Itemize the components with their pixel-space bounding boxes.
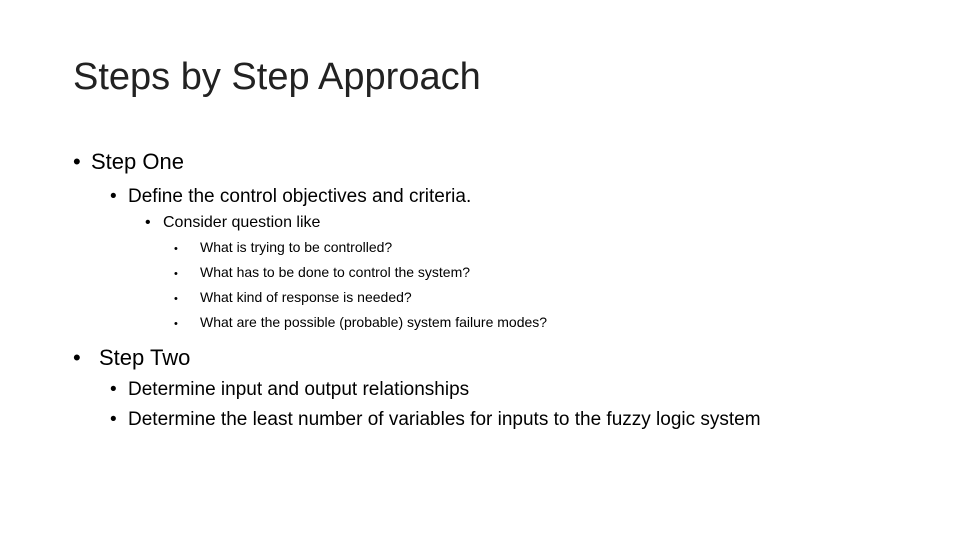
step-two-label: Step Two	[99, 345, 191, 370]
bullet-icon: •	[174, 243, 178, 255]
bullet-icon: •	[110, 409, 117, 430]
question-text: What kind of response is needed?	[200, 289, 412, 305]
consider-question-text: Consider question like	[163, 214, 321, 231]
bullet-icon: •	[174, 318, 178, 330]
bullet-step-one	[73, 149, 184, 175]
least-variables-text: Determine the least number of variables for inputs to the fuzzy logic system	[128, 409, 761, 430]
define-objectives-text: Define the control objectives and criteria.	[128, 186, 472, 207]
bullet-icon: •	[73, 149, 81, 174]
bullet-consider-question	[145, 214, 320, 232]
question-text: What are the possible (probable) system failure modes?	[200, 314, 548, 330]
bullet-icon: •	[145, 214, 151, 231]
input-output-text: Determine input and output relationships	[128, 379, 470, 400]
question-item	[174, 289, 412, 305]
bullet-step-two	[73, 345, 190, 371]
bullet-icon: •	[174, 293, 178, 305]
question-item	[174, 239, 392, 255]
question-item	[174, 314, 547, 330]
slide-title: Steps by Step Approach	[73, 56, 481, 98]
question-text: What is trying to be controlled?	[200, 239, 393, 255]
bullet-least-variables	[110, 409, 761, 431]
bullet-icon: •	[110, 186, 117, 207]
step-one-label: Step One	[91, 149, 184, 174]
question-text: What has to be done to control the system?	[200, 264, 471, 280]
bullet-icon: •	[174, 268, 178, 280]
bullet-define-objectives	[110, 186, 471, 208]
question-item	[174, 264, 470, 280]
bullet-input-output	[110, 379, 469, 401]
bullet-icon: •	[110, 379, 117, 400]
bullet-icon: •	[73, 345, 81, 370]
